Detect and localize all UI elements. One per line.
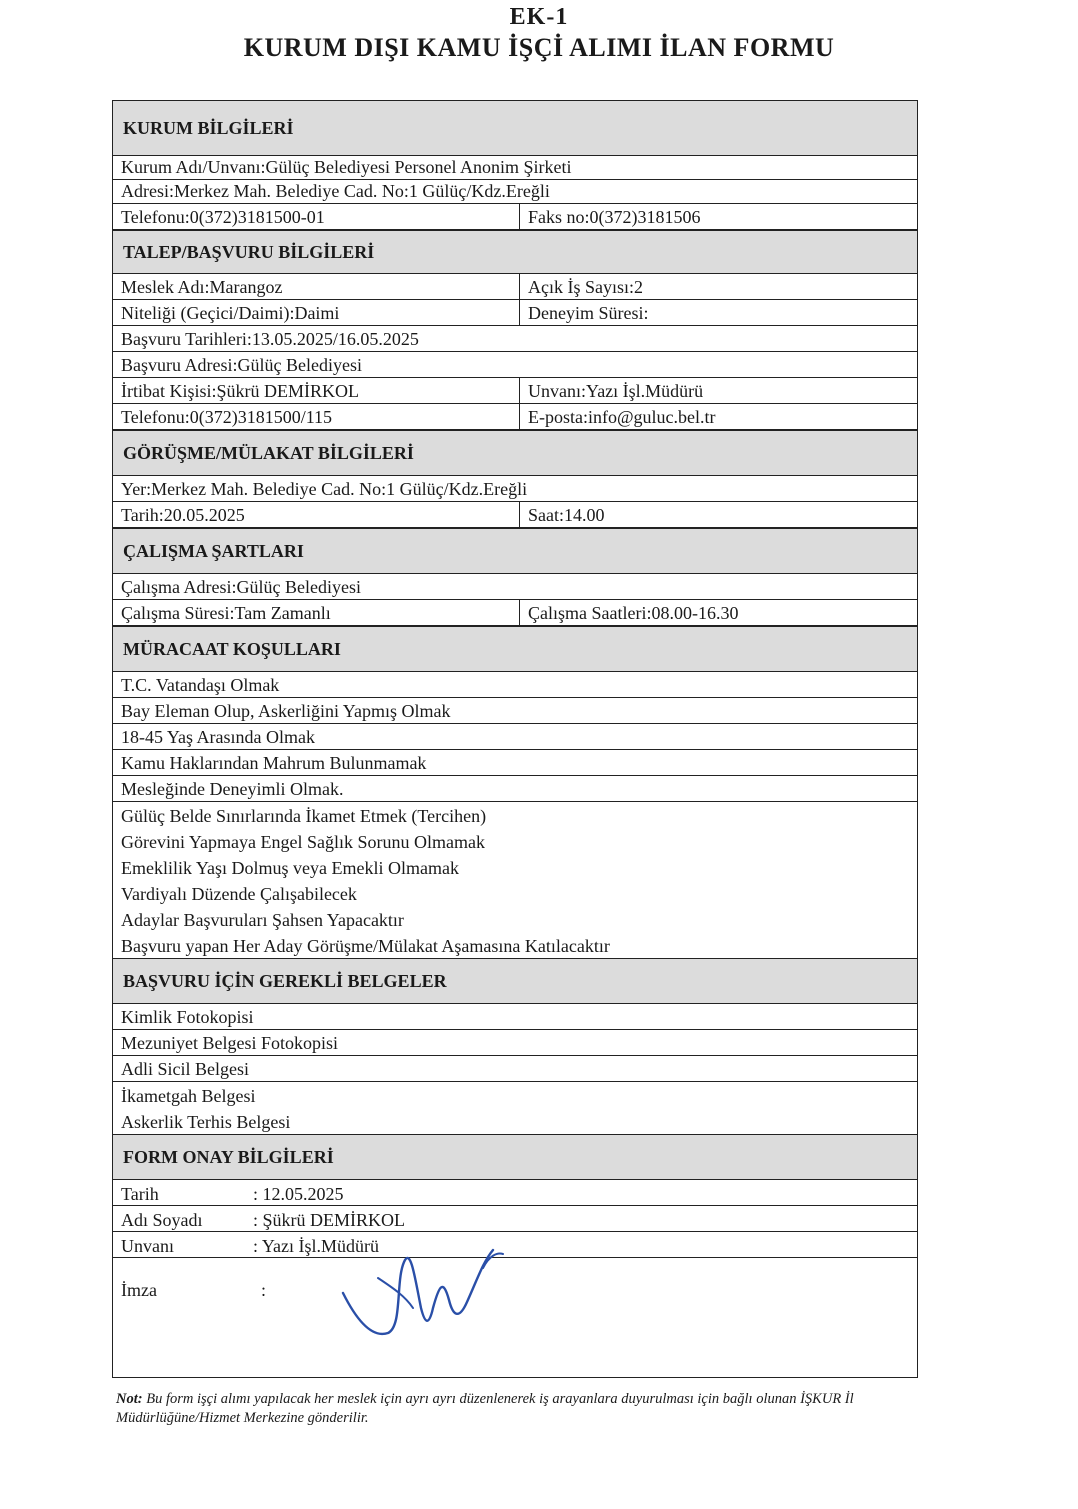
condition-text: Emeklilik Yaşı Dolmuş veya Emekli Olmamak: [121, 858, 459, 878]
document-title: [0, 4, 1078, 63]
title-main: KURUM DIŞI KAMU İŞÇİ ALIMI İLAN FORMU: [243, 33, 835, 62]
signature-area: [113, 1258, 917, 1352]
list-item: [113, 776, 917, 802]
kurum-fax: Faks no:0(372)3181506: [519, 204, 917, 229]
onay-unvan-value: : Yazı İşl.Müdürü: [253, 1236, 380, 1256]
imza-colon: :: [261, 1280, 267, 1300]
kurum-name: Kurum Adı/Unvanı:Gülüç Belediyesi Personel Anonim Şirketi: [121, 157, 572, 177]
row-niteligi: [113, 300, 917, 326]
note-text: Bu form işçi alımı yapılacak her meslek için ayrı ayrı düzenlenerek iş arayanlara duyurulması için bağlı olunan İŞKUR İl Müdürlüğüne/Hizmet Merkezine gönderilir.: [116, 1391, 854, 1426]
basvuru-adresi: Başvuru Adresi:Gülüç Belediyesi: [121, 355, 362, 375]
document-text: Adli Sicil Belgesi: [121, 1059, 249, 1079]
handwritten-signature: [333, 1238, 513, 1348]
list-item: [113, 750, 917, 776]
meslek-adi: Meslek Adı:Marangoz: [121, 277, 283, 297]
condition-text: 18-45 Yaş Arasında Olmak: [121, 727, 315, 747]
calisma-saatleri: Çalışma Saatleri:08.00-16.30: [519, 600, 917, 625]
list-item: [113, 854, 917, 880]
condition-text: Bay Eleman Olup, Askerliğini Yapmış Olmak: [121, 701, 451, 721]
condition-text: Başvuru yapan Her Aday Görüşme/Mülakat Aşamasına Katılacaktır: [121, 936, 610, 956]
section-onay-header: FORM ONAY BİLGİLERİ: [113, 1134, 917, 1180]
calisma-adresi: Çalışma Adresi:Gülüç Belediyesi: [121, 577, 361, 597]
list-item: [113, 1004, 917, 1030]
condition-text: Vardiyalı Düzende Çalışabilecek: [121, 884, 357, 904]
row-kurum-name: [113, 156, 917, 180]
footnote: [116, 1390, 936, 1428]
muracaat-list: [113, 672, 917, 958]
list-item: [113, 672, 917, 698]
row-onay-unvan: [113, 1232, 917, 1258]
onay-unvan-label: Unvanı: [121, 1236, 174, 1256]
condition-text: T.C. Vatandaşı Olmak: [121, 675, 280, 695]
list-item: [113, 1056, 917, 1082]
document-text: İkametgah Belgesi: [121, 1086, 256, 1106]
irtibat-unvan: Unvanı:Yazı İşl.Müdürü: [519, 378, 917, 403]
onay-ad-label: Adı Soyadı: [121, 1210, 203, 1230]
list-item: [113, 1030, 917, 1056]
row-calisma-suresi: [113, 600, 917, 626]
section-gorusme-header: GÖRÜŞME/MÜLAKAT BİLGİLERİ: [113, 430, 917, 476]
basvuru-tarihleri: Başvuru Tarihleri:13.05.2025/16.05.2025: [121, 329, 419, 349]
section-kurum-header: KURUM BİLGİLERİ: [113, 101, 917, 156]
list-item: [113, 724, 917, 750]
document-text: Mezuniyet Belgesi Fotokopisi: [121, 1033, 338, 1053]
row-basvuru-adresi: [113, 352, 917, 378]
section-muracaat-header: MÜRACAAT KOŞULLARI: [113, 626, 917, 672]
talep-eposta: E-posta:info@guluc.bel.tr: [519, 404, 917, 429]
condition-text: Kamu Haklarından Mahrum Bulunmamak: [121, 753, 427, 773]
imza-label: İmza: [121, 1280, 157, 1300]
list-item: [113, 906, 917, 932]
row-kurum-contact: [113, 204, 917, 230]
kurum-address: Adresi:Merkez Mah. Belediye Cad. No:1 Gülüç/Kdz.Ereğli: [121, 181, 550, 201]
calisma-suresi: Çalışma Süresi:Tam Zamanlı: [121, 603, 331, 623]
row-meslek: [113, 274, 917, 300]
row-telefon: [113, 404, 917, 430]
row-onay-tarih: [113, 1180, 917, 1206]
list-item: [113, 1082, 917, 1108]
list-item: [113, 880, 917, 906]
acik-is-sayisi: Açık İş Sayısı:2: [519, 274, 917, 299]
belgeler-list: [113, 1004, 917, 1134]
condition-text: Mesleğinde Deneyimli Olmak.: [121, 779, 344, 799]
gorusme-tarih: Tarih:20.05.2025: [121, 505, 245, 525]
gorusme-saat: Saat:14.00: [519, 502, 917, 527]
list-item: [113, 802, 917, 828]
gorusme-yer: Yer:Merkez Mah. Belediye Cad. No:1 Gülüç/Kdz.Ereğli: [121, 479, 528, 499]
condition-text: Adaylar Başvuruları Şahsen Yapacaktır: [121, 910, 404, 930]
onay-tarih-value: : 12.05.2025: [253, 1184, 344, 1204]
irtibat-kisisi: İrtibat Kişisi:Şükrü DEMİRKOL: [121, 381, 359, 401]
row-basvuru-tarihleri: [113, 326, 917, 352]
document-text: Askerlik Terhis Belgesi: [121, 1112, 291, 1132]
row-onay-ad: [113, 1206, 917, 1232]
deneyim-suresi: Deneyim Süresi:: [519, 300, 917, 325]
onay-tarih-label: Tarih: [121, 1184, 159, 1204]
row-calisma-adresi: [113, 574, 917, 600]
list-item: [113, 1108, 917, 1134]
document-text: Kimlik Fotokopisi: [121, 1007, 254, 1027]
application-form: [112, 100, 918, 1378]
title-ek: EK-1: [509, 4, 569, 30]
condition-text: Görevini Yapmaya Engel Sağlık Sorunu Olmamak: [121, 832, 485, 852]
row-gorusme-tarih: [113, 502, 917, 528]
list-item: [113, 698, 917, 724]
kurum-phone: Telefonu:0(372)3181500-01: [121, 207, 325, 227]
note-prefix: Not:: [116, 1391, 143, 1407]
row-irtibat: [113, 378, 917, 404]
condition-text: Gülüç Belde Sınırlarında İkamet Etmek (Tercihen): [121, 806, 487, 826]
niteligi: Niteliği (Geçici/Daimi):Daimi: [121, 303, 340, 323]
section-calisma-header: ÇALIŞMA ŞARTLARI: [113, 528, 917, 574]
list-item: [113, 932, 917, 958]
row-kurum-address: [113, 180, 917, 204]
section-belgeler-header: BAŞVURU İÇİN GEREKLİ BELGELER: [113, 958, 917, 1004]
row-gorusme-yer: [113, 476, 917, 502]
section-talep-header: TALEP/BAŞVURU BİLGİLERİ: [113, 230, 917, 274]
list-item: [113, 828, 917, 854]
onay-ad-value: : Şükrü DEMİRKOL: [253, 1210, 405, 1230]
talep-telefon: Telefonu:0(372)3181500/115: [121, 407, 333, 427]
